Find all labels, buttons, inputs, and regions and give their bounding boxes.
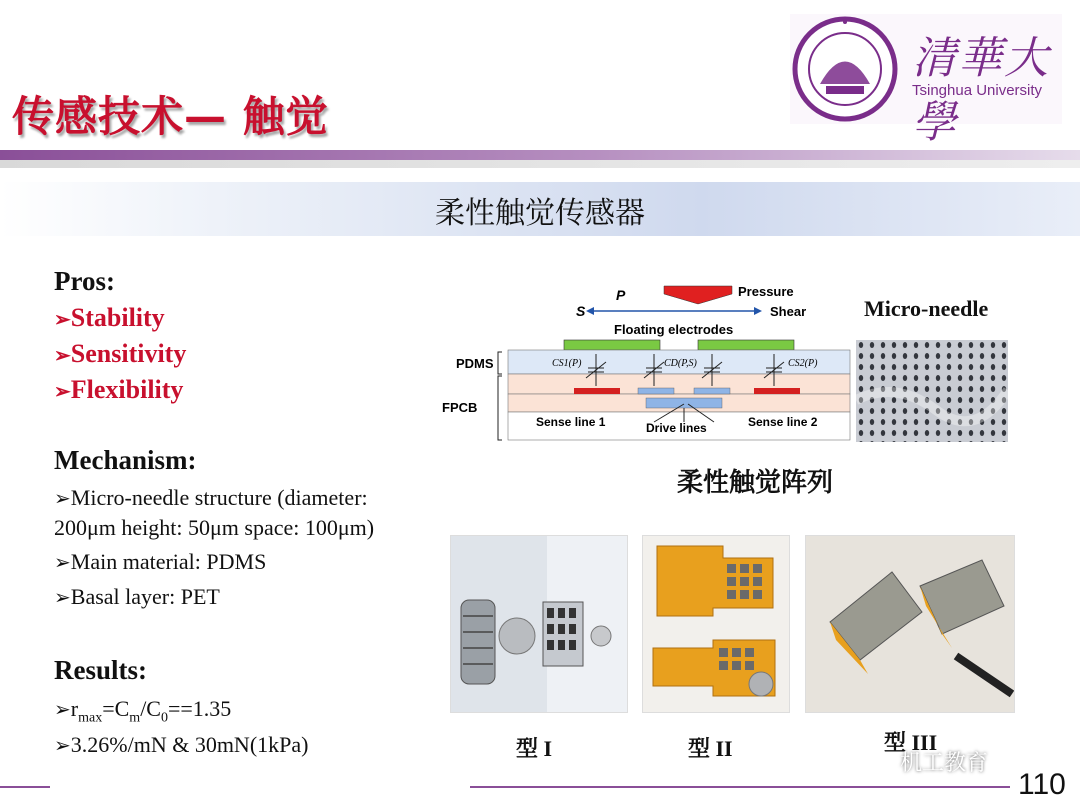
page-number: 110	[1018, 768, 1066, 801]
footer-line-right	[470, 786, 1010, 788]
logo-chinese-name: 清華大學	[912, 33, 1050, 148]
ratio-sub-max: max	[78, 710, 103, 726]
ratio-c: =C	[102, 696, 130, 721]
cd-label: CD(P,S)	[664, 358, 697, 369]
mechanism-text: Micro-needle structure (diameter:	[70, 485, 368, 510]
sense-line-1-label: Sense line 1	[536, 415, 606, 429]
mechanism-item-cont: 200μm height: 50μm space: 100μm)	[54, 515, 375, 540]
ratio-sub-m: m	[129, 710, 141, 726]
sense-line-2-label: Sense line 2	[748, 415, 818, 429]
pressure-symbol: P	[616, 287, 626, 303]
sense-electrode	[574, 388, 620, 394]
caption-type-1: 型 I	[516, 736, 553, 761]
micro-needle-label: Micro-needle	[864, 296, 989, 321]
ratio-slash-c: /C	[140, 696, 161, 721]
watermark-text: 机工教育	[900, 751, 989, 776]
pros-item: ➢Sensitivity	[54, 339, 187, 368]
sensor-type-2-photo	[642, 535, 790, 713]
cs2-label: CS2(P)	[788, 358, 818, 369]
ratio-value: ==1.35	[167, 696, 232, 721]
sensor-type-3-photo	[805, 535, 1015, 713]
shear-symbol: S	[576, 303, 586, 319]
drive-electrode	[694, 388, 730, 394]
sensor-cross-section-diagram	[436, 282, 856, 448]
caption-type-3: 型 III	[884, 730, 938, 755]
pressure-label: Pressure	[738, 284, 794, 299]
drive-lines-label: Drive lines	[646, 421, 707, 435]
pros-heading: Pros:	[54, 266, 115, 296]
drive-line-bar	[646, 398, 722, 408]
mechanism-text: Main material: PDMS	[70, 549, 267, 574]
results-heading: Results:	[54, 655, 147, 685]
floating-electrode	[698, 340, 794, 350]
slide-title: 传感技术— 触觉	[12, 92, 329, 141]
floating-electrodes-label: Floating electrodes	[614, 322, 734, 337]
pros-item-label: Flexibility	[70, 375, 184, 404]
ratio-sub-0: 0	[160, 710, 168, 726]
pros-item-label: Sensitivity	[70, 339, 187, 368]
floating-electrode	[564, 340, 660, 350]
flexible-array-label: 柔性触觉阵列	[676, 468, 833, 498]
shear-label: Shear	[770, 304, 807, 319]
footer-line-left	[0, 786, 50, 788]
cs1-label: CS1(P)	[552, 358, 582, 369]
mechanism-item: ➢Basal layer: PET	[54, 584, 220, 609]
mechanism-item: ➢Main material: PDMS	[54, 549, 267, 574]
ratio-r: r	[70, 696, 79, 721]
title-underline	[0, 150, 1080, 160]
drive-electrode	[638, 388, 674, 394]
mechanism-text: Basal layer: PET	[70, 584, 220, 609]
sense-electrode	[754, 388, 800, 394]
results-item-ratio: $➢r_{max}=C_m/C_0==1.35$	[54, 696, 232, 726]
pros-item-label: Stability	[70, 303, 165, 332]
mechanism-item: ➢Micro-needle structure (diameter:	[54, 485, 368, 510]
pressure-arrow	[664, 286, 732, 304]
pdms-label: PDMS	[456, 356, 494, 371]
sensitivity-text: 3.26%/mN & 30mN(1kPa)	[70, 732, 309, 757]
logo-english-name: Tsinghua University	[912, 82, 1043, 99]
sensor-type-1-photo	[450, 535, 628, 713]
mechanism-heading: Mechanism:	[54, 445, 197, 475]
title-underline-shadow	[0, 160, 1080, 168]
pros-item: ➢Flexibility	[54, 375, 184, 404]
fpcb-label: FPCB	[442, 400, 478, 415]
caption-type-2: 型 II	[688, 736, 733, 761]
micro-needle-photo	[856, 340, 1008, 442]
results-item-sensitivity: ➢3.26%/mN & 30mN(1kPa)	[54, 732, 309, 757]
section-banner-title: 柔性触觉传感器	[435, 196, 645, 231]
pros-item: ➢Stability	[54, 303, 165, 332]
